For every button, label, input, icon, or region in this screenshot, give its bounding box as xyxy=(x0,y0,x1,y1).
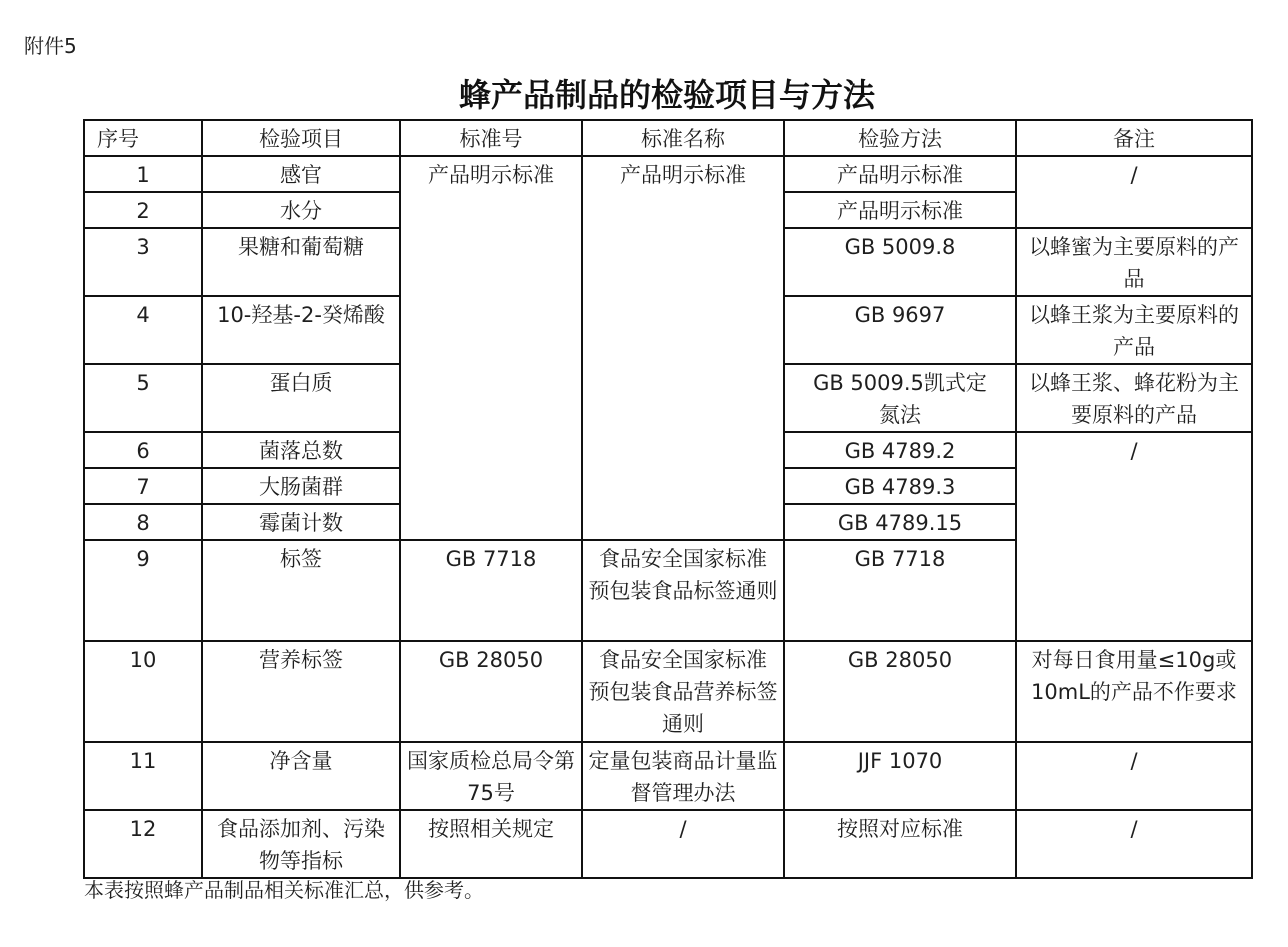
row-standard-no: 国家质检总局令第75号 xyxy=(400,742,582,810)
row-serial: 4 xyxy=(84,296,202,364)
row-standard-no: 按照相关规定 xyxy=(400,810,582,878)
table-row xyxy=(84,742,1252,810)
row-method: GB 9697 xyxy=(784,296,1016,364)
row-serial: 8 xyxy=(84,504,202,540)
table-header-row xyxy=(84,120,1252,156)
row-serial: 5 xyxy=(84,364,202,432)
remark-row-4: 以蜂王浆为主要原料的产品 xyxy=(1016,296,1252,364)
row-method: 产品明示标准 xyxy=(784,156,1016,192)
row-item: 感官 xyxy=(202,156,400,192)
row-serial: 6 xyxy=(84,432,202,468)
table-row xyxy=(84,156,1252,192)
row-item: 菌落总数 xyxy=(202,432,400,468)
row-method: 产品明示标准 xyxy=(784,192,1016,228)
remark-rows-1-2: / xyxy=(1016,156,1252,228)
row-remark: 对每日食用量≤10g或10mL的产品不作要求 xyxy=(1016,641,1252,742)
row-method: GB 4789.3 xyxy=(784,468,1016,504)
row-method: GB 4789.15 xyxy=(784,504,1016,540)
row-item: 蛋白质 xyxy=(202,364,400,432)
row-item: 大肠菌群 xyxy=(202,468,400,504)
row-method: GB 4789.2 xyxy=(784,432,1016,468)
row-serial: 12 xyxy=(84,810,202,878)
row-serial: 10 xyxy=(84,641,202,742)
row-standard-name: 食品安全国家标准 预包装食品营养标签通则 xyxy=(582,641,784,742)
row-method: JJF 1070 xyxy=(784,742,1016,810)
header-serial: 序号 xyxy=(84,120,202,156)
standard-name-merged: 产品明示标准 xyxy=(582,156,784,540)
header-remark: 备注 xyxy=(1016,120,1252,156)
document-title: 蜂产品制品的检验项目与方法 xyxy=(458,76,875,114)
row-remark: / xyxy=(1016,742,1252,810)
row-item: 水分 xyxy=(202,192,400,228)
row-item: 标签 xyxy=(202,540,400,641)
row-standard-no: GB 28050 xyxy=(400,641,582,742)
row-item: 果糖和葡萄糖 xyxy=(202,228,400,296)
row-method: GB 7718 xyxy=(784,540,1016,641)
row-serial: 9 xyxy=(84,540,202,641)
header-item: 检验项目 xyxy=(202,120,400,156)
row-item: 霉菌计数 xyxy=(202,504,400,540)
standard-no-merged: 产品明示标准 xyxy=(400,156,582,540)
row-standard-name: 定量包装商品计量监督管理办法 xyxy=(582,742,784,810)
table-row xyxy=(84,641,1252,742)
row-item: 营养标签 xyxy=(202,641,400,742)
row-item: 10-羟基-2-癸烯酸 xyxy=(202,296,400,364)
footnote: 本表按照蜂产品制品相关标准汇总，供参考。 xyxy=(84,878,484,902)
header-standard-name: 标准名称 xyxy=(582,120,784,156)
row-method: 按照对应标准 xyxy=(784,810,1016,878)
table-row xyxy=(84,810,1252,878)
remark-row-3: 以蜂蜜为主要原料的产品 xyxy=(1016,228,1252,296)
row-serial: 11 xyxy=(84,742,202,810)
row-serial: 1 xyxy=(84,156,202,192)
row-standard-name: 食品安全国家标准 预包装食品标签通则 xyxy=(582,540,784,641)
row-item: 净含量 xyxy=(202,742,400,810)
row-serial: 7 xyxy=(84,468,202,504)
row-item: 食品添加剂、污染物等指标 xyxy=(202,810,400,878)
row-serial: 3 xyxy=(84,228,202,296)
row-standard-no: GB 7718 xyxy=(400,540,582,641)
row-method: GB 5009.5凯式定氮法 xyxy=(784,364,1016,432)
row-method: GB 28050 xyxy=(784,641,1016,742)
header-method: 检验方法 xyxy=(784,120,1016,156)
row-standard-name: / xyxy=(582,810,784,878)
row-remark: / xyxy=(1016,810,1252,878)
attachment-label: 附件5 xyxy=(24,34,77,58)
row-serial: 2 xyxy=(84,192,202,228)
remark-rows-6-9: / xyxy=(1016,432,1252,641)
remark-row-5: 以蜂王浆、蜂花粉为主要原料的产品 xyxy=(1016,364,1252,432)
header-standard-no: 标准号 xyxy=(400,120,582,156)
inspection-table xyxy=(83,119,1253,879)
row-method: GB 5009.8 xyxy=(784,228,1016,296)
